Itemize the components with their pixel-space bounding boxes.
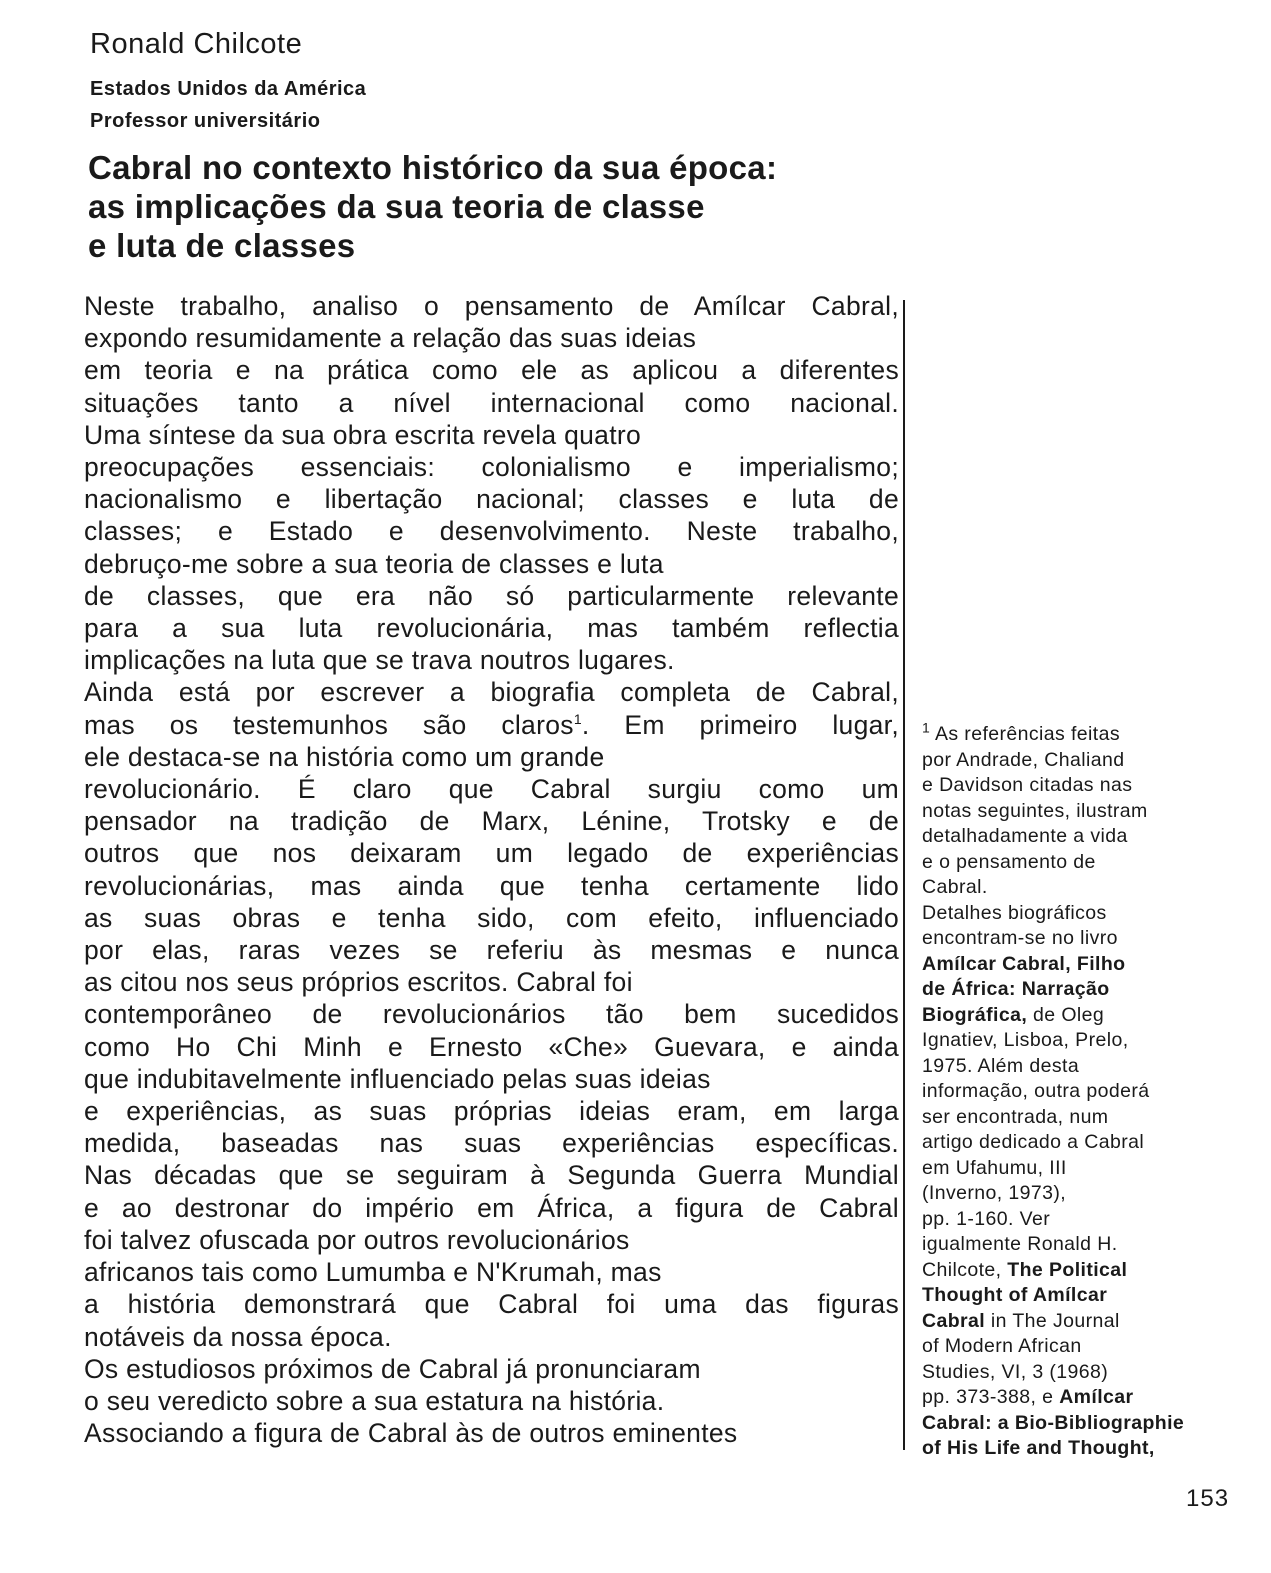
footnote-line: artigo dedicado a Cabral: [922, 1131, 1145, 1153]
body-line: a história demonstrará que Cabral foi uma das figuras: [84, 1289, 899, 1320]
body-line: preocupações essenciais: colonialismo e imperialismo;: [84, 452, 899, 483]
footnote-line: detalhadamente a vida: [922, 825, 1128, 847]
article-title-ref: The Political: [1007, 1258, 1128, 1281]
footnote-line: e Davidson citadas nas: [922, 774, 1133, 796]
body-line: as citou nos seus próprios escritos. Cabral foi: [84, 967, 633, 998]
body-line: e ao destronar do império em África, a figura de Cabral: [84, 1192, 899, 1223]
body-line: nacionalismo e libertação nacional; classes e luta de: [84, 484, 899, 515]
title-line: as implicações da sua teoria de classe: [88, 188, 705, 225]
article-title-ref: Cabral: [922, 1309, 986, 1332]
footnote-line: of Modern African: [922, 1335, 1082, 1357]
book-title: of His Life and Thought,: [922, 1437, 1155, 1459]
book-title: Biográfica,: [922, 1003, 1028, 1026]
body-line: em teoria e na prática como ele as aplicou a diferentes: [84, 355, 899, 386]
footnote-line: e o pensamento de: [922, 850, 1096, 873]
footnote-line: por Andrade, Chaliand: [922, 748, 1125, 771]
footnote-line: encontram-se no livro: [922, 927, 1118, 949]
footnote-line: notas seguintes, ilustram: [922, 799, 1148, 822]
body-line: o seu veredicto sobre a sua estatura na história.: [84, 1385, 665, 1416]
title-line: e luta de classes: [88, 227, 356, 264]
body-line: pensador na tradição de Marx, Lénine, Trotsky e de: [84, 806, 899, 837]
body-line: Os estudiosos próximos de Cabral já pronunciaram: [84, 1353, 701, 1384]
title-line: Cabral no contexto histórico da sua época:: [88, 149, 778, 186]
footnote-line: ser encontrada, num: [922, 1105, 1109, 1128]
body-line: como Ho Chi Minh e Ernesto «Che» Guevara, e ainda: [84, 1031, 899, 1062]
body-line: revolucionário. É claro que Cabral surgiu como um: [84, 774, 899, 805]
body-line: expondo resumidamente a relação das suas ideias: [84, 323, 697, 354]
footnote-line: informação, outra poderá: [922, 1080, 1150, 1102]
footnote: [922, 722, 1234, 1462]
book-title: Amílcar: [1059, 1386, 1134, 1408]
article-title: [88, 148, 777, 265]
footnote-line: [922, 1309, 1234, 1335]
body-line: Ainda está por escrever a biografia completa de Cabral,: [84, 677, 899, 708]
footnote-line: (Inverno, 1973),: [922, 1182, 1067, 1204]
body-line: medida, baseadas nas suas experiências específicas.: [84, 1128, 899, 1159]
article-title-ref: Thought of Amílcar: [922, 1284, 1108, 1306]
footnote-text: As referências feitas: [934, 723, 1120, 745]
body-line: Neste trabalho, analiso o pensamento de Amílcar Cabral,: [84, 291, 899, 321]
body-line: foi talvez ofuscada por outros revolucionários: [84, 1224, 630, 1255]
footnote-line: [922, 977, 1234, 1003]
footnote-reference: 1: [573, 710, 582, 727]
footnote-line: pp. 1-160. Ver: [922, 1207, 1051, 1230]
footnote-line: [922, 952, 1234, 978]
footnote-line: igualmente Ronald H.: [922, 1233, 1118, 1255]
body-line: que indubitavelmente influenciado pelas suas ideias: [84, 1063, 711, 1094]
footnote-text: pp. 373-388, e: [922, 1386, 1054, 1408]
footnote-line: [922, 1258, 1234, 1284]
body-line: contemporâneo de revolucionários tão bem sucedidos: [84, 999, 899, 1030]
footnote-line: Ignatiev, Lisboa, Prelo,: [922, 1029, 1129, 1051]
author-name: Ronald Chilcote: [90, 28, 303, 60]
book-title: Cabral: a Bio-Bibliographie: [922, 1411, 1185, 1434]
column-divider: [903, 300, 905, 1450]
footnote-line: [922, 1385, 1234, 1411]
body-line: para a sua luta revolucionária, mas também reflectia: [84, 613, 899, 644]
body-line: notáveis da nossa época.: [84, 1321, 392, 1352]
body-line: as suas obras e tenha sido, com efeito, influenciado: [84, 902, 899, 933]
footnote-line: [922, 1003, 1234, 1029]
footnote-line: em Ufahumu, III: [922, 1156, 1067, 1179]
body-line: e experiências, as suas próprias ideias eram, em larga: [84, 1096, 899, 1127]
footnote-line: [922, 1283, 1234, 1309]
footnote-text: de Oleg: [1033, 1003, 1105, 1026]
book-title: de África: Narração: [922, 978, 1110, 1000]
footnote-line: Cabral.: [922, 876, 988, 898]
body-line: implicações na luta que se trava noutros lugares.: [84, 645, 675, 676]
body-line: revolucionárias, mas ainda que tenha certamente lido: [84, 870, 899, 901]
footnote-line: [922, 1436, 1234, 1462]
page-number: 153: [1186, 1485, 1230, 1512]
body-line: africanos tais como Lumumba e N'Krumah, mas: [84, 1257, 662, 1288]
footnote-line: 1975. Além desta: [922, 1054, 1080, 1077]
body-line: de classes, que era não só particularmente relevante: [84, 580, 899, 611]
footnote-line: Detalhes biográficos: [922, 901, 1107, 924]
body-line: outros que nos deixaram um legado de experiências: [84, 838, 899, 869]
body-line: ele destaca-se na história como um grande: [84, 741, 605, 772]
footnote-line: Studies, VI, 3 (1968): [922, 1360, 1109, 1383]
body-line: Associando a figura de Cabral às de outros eminentes: [84, 1418, 738, 1449]
body-line: situações tanto a nível internacional como nacional.: [84, 387, 899, 418]
body-line: Uma síntese da sua obra escrita revela quatro: [84, 419, 642, 450]
body-line-text: mas os testemunhos são claros: [84, 709, 574, 740]
footnote-line: [922, 1411, 1234, 1437]
footnote-marker: 1: [922, 722, 931, 736]
body-line: Nas décadas que se seguiram à Segunda Guerra Mundial: [84, 1160, 899, 1191]
footnote-line: [922, 722, 1234, 748]
body-line: por elas, raras vezes se referiu às mesmas e nunca: [84, 935, 899, 966]
footnote-text: in The Journal: [990, 1309, 1120, 1332]
article-body: [84, 290, 899, 1449]
book-title: Amílcar Cabral, Filho: [922, 952, 1126, 975]
author-profession: Professor universitário: [90, 110, 321, 132]
body-line-text: . Em primeiro lugar,: [581, 709, 899, 740]
body-line: debruço-me sobre a sua teoria de classes e luta: [84, 548, 664, 579]
author-country: Estados Unidos da América: [90, 78, 367, 100]
body-line-with-reference: [84, 709, 899, 741]
body-line: classes; e Estado e desenvolvimento. Neste trabalho,: [84, 516, 899, 547]
footnote-text: Chilcote,: [922, 1258, 1002, 1281]
